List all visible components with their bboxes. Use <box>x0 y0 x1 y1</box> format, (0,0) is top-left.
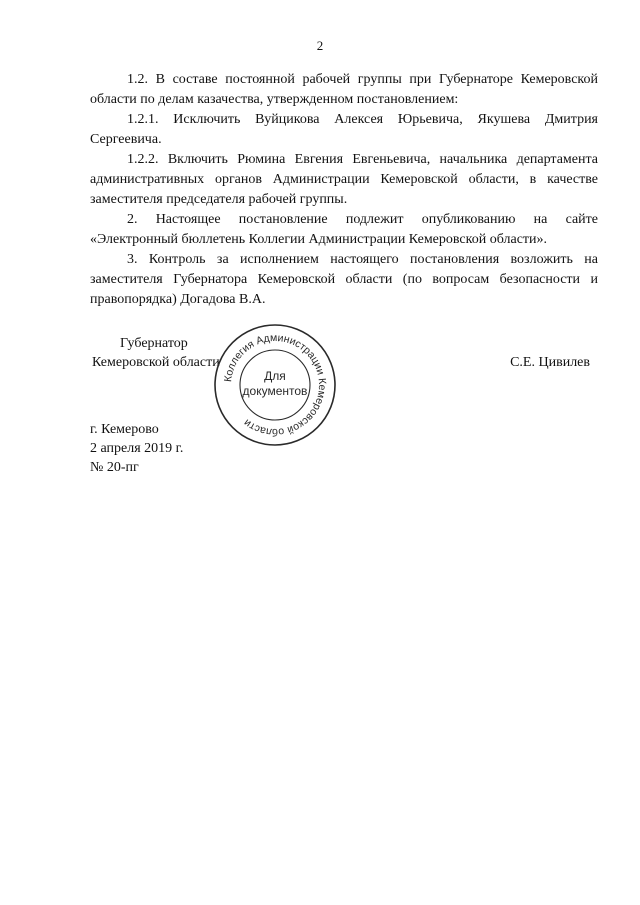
paragraph-1-2-2: 1.2.2. Включить Рюмина Евгения Евгеньевича, начальника департамента административных органов Администрации Кемеровской области, в качестве заместителя председателя рабочей группы. <box>90 152 598 207</box>
paragraph-3: 3. Контроль за исполнением настоящего постановления возложить на заместителя Губернатора Кемеровской области (по вопросам безопасности и правопорядка) Догадова В.А. <box>90 252 598 307</box>
paragraph-2: 2. Настоящее постановление подлежит опубликованию на сайте «Электронный бюллетень Коллегии Администрации Кемеровской области». <box>90 212 598 247</box>
footer-city: г. Кемерово <box>90 422 159 437</box>
stamp-ring-text: Коллегия Администрации Кемеровской области <box>222 331 329 439</box>
stamp-center-line-1: Для <box>264 369 286 383</box>
signatory-name: С.Е. Цивилев <box>510 355 590 370</box>
document-footer <box>90 420 183 477</box>
footer-number: № 20-пг <box>90 460 139 475</box>
signature-block <box>90 334 598 394</box>
signatory-title: Губернатор <box>120 336 188 351</box>
signatory-region: Кемеровской области <box>92 355 220 370</box>
paragraph-1-2-1: 1.2.1. Исключить Вуйцикова Алексея Юрьевича, Якушева Дмитрия Сергеевича. <box>90 112 598 147</box>
document-body <box>90 70 598 310</box>
footer-date: 2 апреля 2019 г. <box>90 441 184 456</box>
page-number: 2 <box>316 38 324 53</box>
stamp-center-line-2: документов <box>242 384 308 398</box>
paragraph-1-2: 1.2. В составе постоянной рабочей группы при Губернаторе Кемеровской области по делам казачества, утвержденном постановлением: <box>90 72 598 107</box>
official-stamp <box>212 322 338 448</box>
